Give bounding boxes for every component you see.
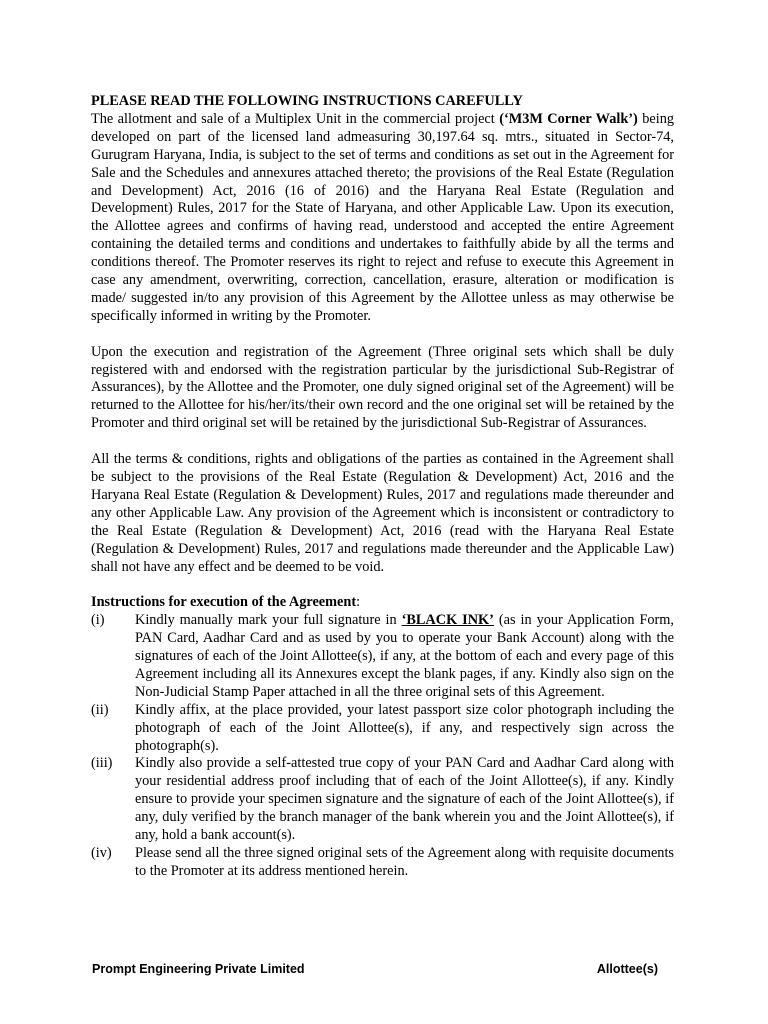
footer-company: Prompt Engineering Private Limited bbox=[92, 962, 305, 976]
item-text: Kindly also provide a self-attested true copy of your PAN Card and Aadhar Card along with your residential address proof including that of each of the Joint Allottee(s), if any. Kindly ensure to provide your specimen signature and the signature of each of the Joint Allottee(s), if any, duly verified by the branch manager of the bank wherein you and the Joint Allottee(s), if any, hold a bank account(s). bbox=[135, 755, 674, 844]
page-footer bbox=[92, 962, 658, 976]
item-number: (iv) bbox=[91, 845, 112, 862]
item-number: (ii) bbox=[91, 701, 109, 718]
item-number: (iii) bbox=[91, 755, 113, 772]
item-text bbox=[135, 612, 674, 702]
item-number: (i) bbox=[91, 612, 105, 629]
instructions-list bbox=[91, 612, 674, 881]
instructions-heading-colon: : bbox=[356, 594, 361, 611]
item-text: Please send all the three signed original sets of the Agreement along with requisite documents to the Promoter at its address mentioned herein. bbox=[135, 845, 674, 879]
document-body bbox=[91, 93, 674, 881]
black-ink-emphasis: ‘BLACK INK’ bbox=[401, 612, 494, 629]
item-text-start: Kindly manually mark your full signature in bbox=[135, 612, 402, 629]
intro-text-rest: being developed on part of the licensed land admeasuring 30,197.64 sq. mtrs., situated in Sector-74, Gurugram Haryana, India, is subject to the set of terms and conditions as set out in the Agreement for Sale and the Schedules and annexures attached thereto; the provisions of the Real Estate (Regulation and Development) Act, 2016 (16 of 2016) and the Haryana Real Estate (Regulation and Development) Rules, 2017 for the State of Haryana, and other Applicable Law. Upon its execution, the Allottee agrees and confirms of having read, understood and accepted the entire Agreement containing the detailed terms and conditions and undertakes to faithfully abide by all the terms and conditions thereof. The Promoter reserves its right to reject and refuse to execute this Agreement in case any amendment, overwriting, correction, cancellation, erasure, alteration or modification is made/ suggested in/to any provision of this Agreement by the Allottee unless as may otherwise be specifically informed in writing by the Promoter. bbox=[91, 110, 674, 324]
page-heading: PLEASE READ THE FOLLOWING INSTRUCTIONS CAREFULLY bbox=[91, 93, 523, 109]
terms-paragraph: All the terms & conditions, rights and obligations of the parties as contained in the Agreement shall be subject to the provisions of the Real Estate (Regulation & Development) Act, 2016 and the Haryana Real Estate (Regulation & Development) Rules, 2017 and regulations made thereunder and any other Applicable Law. Any provision of the Agreement which is inconsistent or contradictory to the Real Estate (Regulation & Development) Act, 2016 (read with the Haryana Real Estate (Regulation & Development) Rules, 2017 and regulations made thereunder and the Applicable Law) shall not have any effect and be deemed to be void. bbox=[91, 451, 674, 575]
intro-paragraph bbox=[91, 111, 674, 326]
footer-allottee: Allottee(s) bbox=[596, 962, 658, 976]
project-name: (‘M3M Corner Walk’) bbox=[499, 110, 638, 127]
list-item bbox=[91, 845, 674, 881]
list-item bbox=[91, 612, 674, 702]
instructions-heading bbox=[91, 594, 674, 612]
registration-paragraph: Upon the execution and registration of the Agreement (Three original sets which shall be duly registered with and endorsed with the registration particular by the jurisdictional Sub-Registrar of Assurances), by the Allottee and the Promoter, one duly signed original set of the Agreement) will be returned to the Allottee for his/her/its/their own record and the one original set will be retained by the Promoter and third original set will be retained by the jurisdictional Sub-Registrar of Assurances. bbox=[91, 343, 674, 432]
item-text-rest: (as in your Application Form, PAN Card, Aadhar Card and as used by you to operate your Bank Account) along with the signatures of each of the Joint Allottee(s), if any, at the bottom of each and every page of this Agreement including all its Annexures except the blank pages, if any. Kindly also sign on the Non-Judicial Stamp Paper attached in all the three original sets of this Agreement. bbox=[135, 612, 674, 700]
instructions-heading-text: Instructions for execution of the Agreement bbox=[91, 594, 357, 611]
item-text: Kindly affix, at the place provided, your latest passport size color photograph including the photograph of each of the Joint Allottee(s), if any, and respectively sign across the photograph(s). bbox=[135, 701, 674, 754]
list-item bbox=[91, 755, 674, 845]
list-item bbox=[91, 702, 674, 756]
intro-text-start: The allotment and sale of a Multiplex Unit in the commercial project bbox=[91, 110, 500, 127]
